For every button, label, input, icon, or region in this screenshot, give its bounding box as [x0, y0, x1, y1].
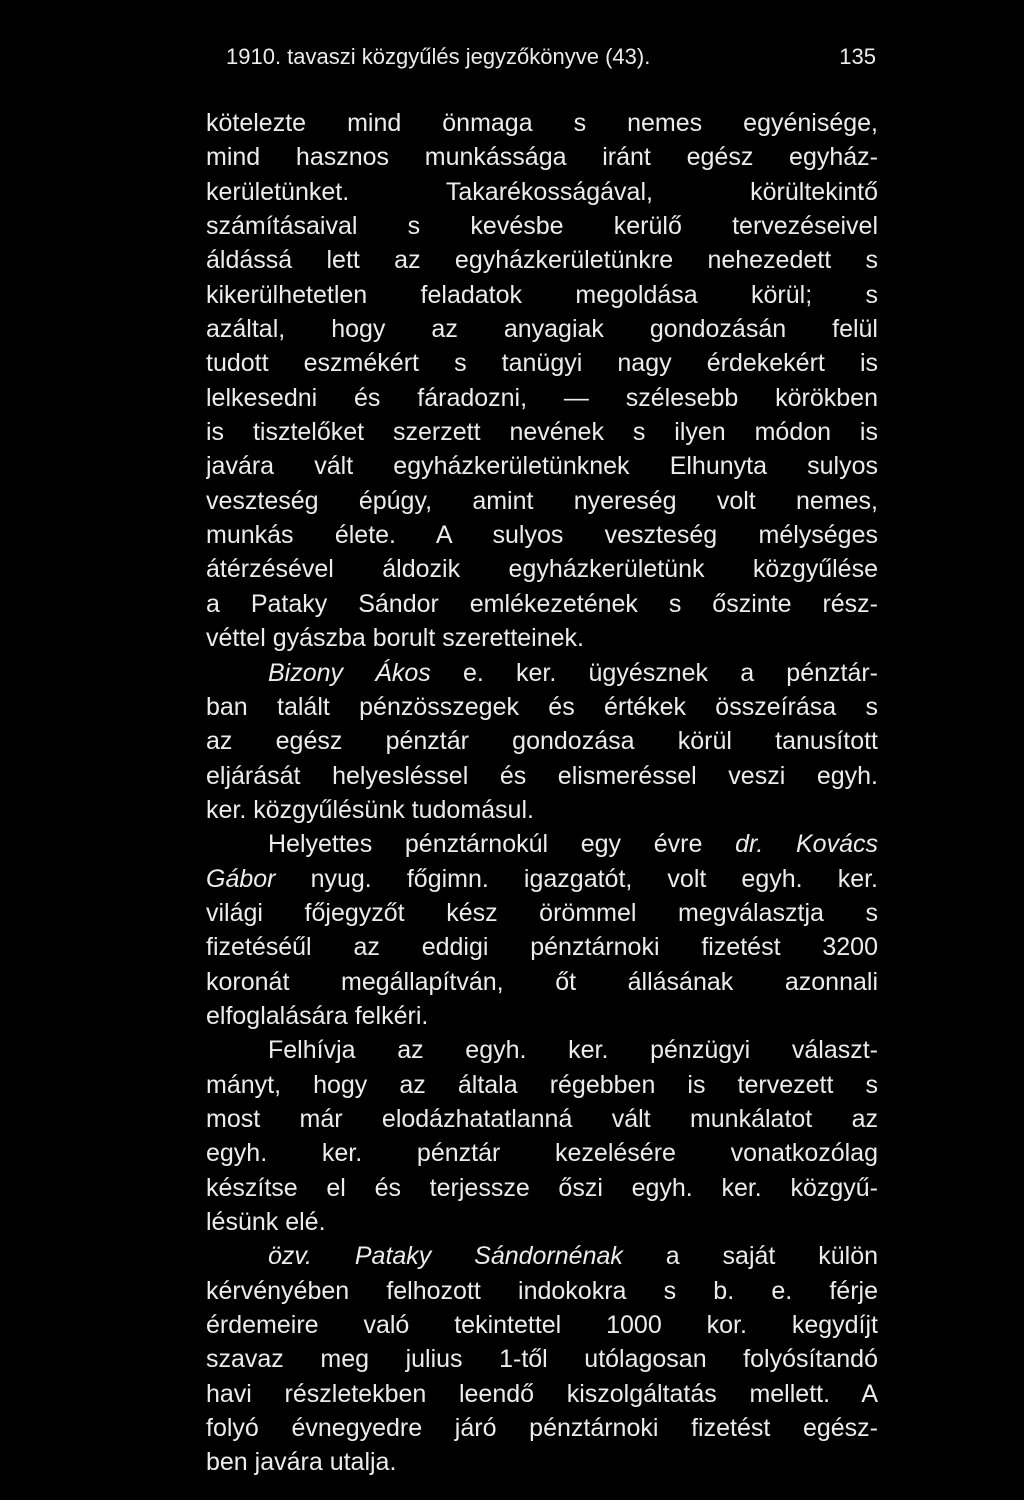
text-line — [206, 552, 878, 586]
text-segment: véttel gyászba borult szeretteinek. — [206, 624, 584, 653]
text-segment: a Pataky Sándor emlékezetének s őszinte rész- — [206, 589, 878, 618]
text-line — [206, 1445, 878, 1479]
text-segment: javára vált egyházkerületünknek Elhunyta sulyos — [206, 452, 878, 481]
text-segment: mányt, hogy az általa régebben is tervezett s — [206, 1070, 878, 1099]
text-line — [206, 1033, 878, 1067]
text-segment: szavaz meg julius 1-től utólagosan folyósítandó — [206, 1345, 878, 1374]
text-line — [206, 1171, 878, 1205]
text-segment: kikerülhetetlen feladatok megoldása körül; s — [206, 280, 878, 309]
text-line — [206, 759, 878, 793]
text-line — [206, 1205, 878, 1239]
text-segment: is tisztelőket szerzett nevének s ilyen módon is — [206, 418, 878, 447]
text-line — [206, 518, 878, 552]
text-segment: ker. közgyűlésünk tudomásul. — [206, 795, 534, 824]
text-segment: tudott eszmékért s tanügyi nagy érdekekért is — [206, 349, 878, 378]
text-segment: fizetéséűl az eddigi pénztárnoki fizetést 3200 — [206, 933, 878, 962]
text-line — [206, 484, 878, 518]
text-line — [206, 278, 878, 312]
text-segment: a saját külön — [622, 1242, 878, 1271]
running-header — [226, 44, 876, 76]
text-line — [206, 1102, 878, 1136]
text-line — [206, 896, 878, 930]
italic-name: Gábor — [206, 864, 276, 893]
italic-name: özv. Pataky Sándornénak — [268, 1242, 623, 1271]
text-segment: elfoglalására felkéri. — [206, 1001, 429, 1030]
text-segment: eljárását helyesléssel és elismeréssel veszi egyh. — [206, 761, 878, 790]
text-line — [206, 1308, 878, 1342]
text-line — [206, 106, 878, 140]
text-segment: érdemeire való tekintettel 1000 kor. kegydíjt — [206, 1311, 878, 1340]
text-line — [206, 175, 878, 209]
text-segment: kerületünket. Takarékosságával, körültekintő — [206, 177, 878, 206]
italic-name: Bizony Ákos — [268, 658, 431, 687]
text-line — [206, 862, 878, 896]
text-segment: e. ker. ügyésznek a pénztár- — [430, 658, 878, 687]
page-number: 135 — [839, 44, 876, 69]
text-segment: folyó évnegyedre járó pénztárnoki fizetést egész- — [206, 1414, 878, 1443]
text-segment: kérvényében felhozott indokokra s b. e. férje — [206, 1276, 878, 1305]
text-line — [206, 312, 878, 346]
header-title: 1910. tavaszi közgyűlés jegyzőkönyve (43). — [226, 44, 651, 69]
text-segment: kötelezte mind önmaga s nemes egyénisége, — [206, 109, 878, 137]
text-line — [206, 449, 878, 483]
italic-name: dr. Kovács — [735, 830, 878, 859]
text-segment: Felhívja az egyh. ker. pénzügyi választ- — [268, 1036, 878, 1065]
text-line — [206, 1239, 878, 1273]
text-segment: nyug. főgimn. igazgatót, volt egyh. ker. — [275, 864, 878, 893]
text-line — [206, 587, 878, 621]
text-line — [206, 346, 878, 380]
text-segment: lésünk elé. — [206, 1208, 326, 1236]
text-segment: mind hasznos munkássága iránt egész egyház- — [206, 143, 878, 172]
text-segment: lelkesedni és fáradozni, — szélesebb körökben — [206, 383, 878, 412]
text-line — [206, 381, 878, 415]
text-line — [206, 999, 878, 1033]
text-segment: veszteség épúgy, amint nyereség volt nemes, — [206, 486, 878, 515]
text-line — [206, 965, 878, 999]
text-segment: azáltal, hogy az anyagiak gondozásán felül — [206, 315, 878, 344]
text-line — [206, 1377, 878, 1411]
text-line — [206, 724, 878, 758]
text-line — [206, 1342, 878, 1376]
text-segment: az egész pénztár gondozása körül tanusított — [206, 727, 878, 756]
body-text — [206, 106, 878, 1480]
text-line — [206, 690, 878, 724]
text-segment: munkás élete. A sulyos veszteség mélységes — [206, 521, 878, 550]
text-segment: átérzésével áldozik egyházkerületünk közgyűlése — [206, 555, 878, 584]
text-segment: most már elodázhatatlanná vált munkálatot az — [206, 1104, 878, 1133]
text-line — [206, 415, 878, 449]
text-line — [206, 793, 878, 827]
text-line — [206, 1136, 878, 1170]
text-segment: áldássá lett az egyházkerületünkre nehezedett s — [206, 246, 878, 275]
text-line — [206, 140, 878, 174]
text-line — [206, 827, 878, 861]
text-segment: Helyettes pénztárnokúl egy évre — [268, 830, 736, 859]
text-line — [206, 209, 878, 243]
text-line — [206, 1411, 878, 1445]
text-segment: havi részletekben leendő kiszolgáltatás mellett. A — [206, 1379, 878, 1408]
text-line — [206, 1274, 878, 1308]
text-line — [206, 243, 878, 277]
text-segment: ben javára utalja. — [206, 1448, 397, 1477]
text-line — [206, 1068, 878, 1102]
text-segment: ban talált pénzösszegek és értékek összeírása s — [206, 692, 878, 721]
text-segment: számításaival s kevésbe kerülő tervezéseivel — [206, 212, 878, 241]
text-segment: egyh. ker. pénztár kezelésére vonatkozólag — [206, 1139, 878, 1168]
text-line — [206, 621, 878, 655]
text-line — [206, 656, 878, 690]
text-segment: készítse el és terjessze őszi egyh. ker. közgyű- — [206, 1173, 878, 1202]
text-line — [206, 930, 878, 964]
text-segment: világi főjegyzőt kész örömmel megválasztja s — [206, 898, 878, 927]
text-segment: koronát megállapítván, őt állásának azonnali — [206, 967, 878, 996]
